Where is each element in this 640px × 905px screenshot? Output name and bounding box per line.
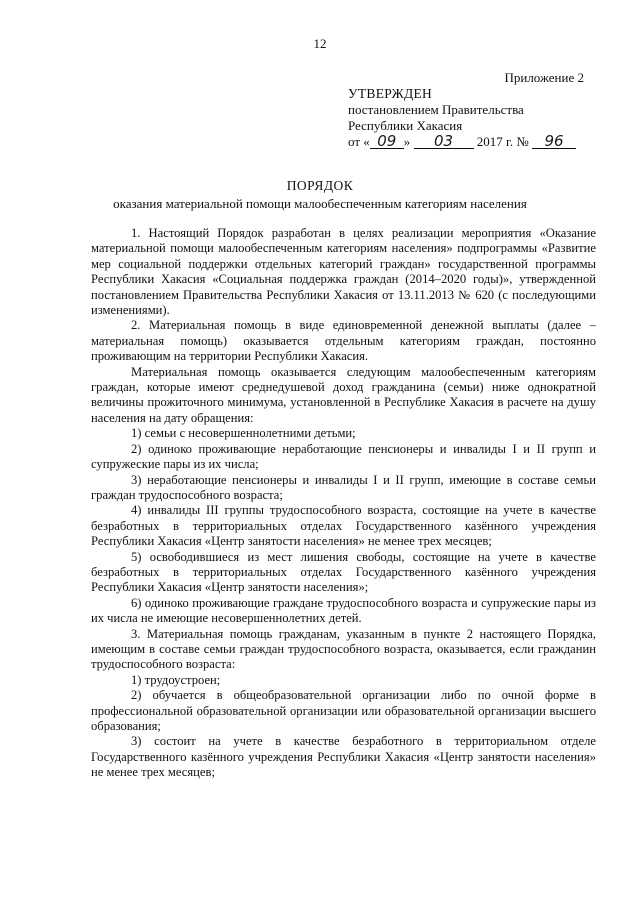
paragraph: 1) трудоустроен; [131,672,221,687]
paragraph: 3) неработающие пенсионеры и инвалиды I и II групп, имеющие в составе семьи граждан трудоспособного возраста; [91,472,596,502]
paragraph: 2) одиноко проживающие неработающие пенсионеры и инвалиды I и II групп и супружеские пары из их числа; [91,441,596,472]
paragraph: 5) освободившиеся из мест лишения свободы, состоящие на учете в качестве безработных в территориальных отделах Государственного казённого учреждения Республики Хакасия «Центр занятости населения»; [91,549,596,595]
page-number: 12 [313,36,327,51]
paragraph: 6) одиноко проживающие граждане трудоспособного возраста и супружеские пары из их числа не имеющие несовершеннолетних детей. [91,595,596,626]
appendix-label: Приложение 2 [504,70,584,85]
date-month: 03 [414,134,474,149]
approval-date-line [348,134,598,150]
approval-block [348,86,598,150]
paragraph: 4) инвалиды III группы трудоспособного возраста, состоящие на учете в качестве безработных в территориальных отделах Государственного казённого учреждения Республики Хакасия «Центр занятости населения» не менее трех месяцев; [91,503,596,549]
paragraph: 3. Материальная помощь гражданам, указанным в пункте 2 настоящего Порядка, имеющим в составе семьи граждан трудоспособного возраста, оказывается, если гражданин трудоспособного возраста: [91,626,596,672]
paragraph: Материальная помощь оказывается следующим малообеспеченным категориям граждан, которые имеют среднедушевой доход гражданина (семьи) ниже однократной величины прожиточного минимума, установленной в Республике Хакасия в расчете на душу населения на дату обращения: [91,364,596,425]
decree-number: 96 [532,134,576,149]
paragraph: 1) семьи с несовершеннолетними детьми; [131,426,356,441]
document-title: ПОРЯДОК [286,178,354,193]
date-day: 09 [370,134,404,149]
date-prefix: от « [348,134,370,149]
paragraph: 2. Материальная помощь в виде единовременной денежной выплаты (далее – материальная помощь) оказывается отдельным категориям граждан, постоянно проживающим на территории Республики Хакасия. [91,318,596,364]
date-year-number-label: 2017 г. № [476,134,529,149]
document-body [91,226,596,781]
approved-heading: УТВЕРЖДЕН [348,86,433,101]
approval-line-2: Республики Хакасия [348,118,463,133]
paragraph: 3) состоит на учете в качестве безработного в территориальном отделе Государственного казённого учреждения Республики Хакасия «Центр занятости населения» не менее трех месяцев; [91,734,596,780]
paragraph: 1. Настоящий Порядок разработан в целях реализации мероприятия «Оказание материальной помощи малообеспеченным категориям населения» подпрограммы «Развитие мер социальной поддержки отдельных категорий граждан» государственной программы Республики Хакасия «Социальная поддержка граждан (2014–2020 годы)», утвержденной постановлением Правительства Республики Хакасия от 13.11.2013 № 620 (с последующими изменениями). [91,226,596,318]
document-subtitle: оказания материальной помощи малообеспеченным категориям населения [113,196,527,211]
date-quote-close: » [403,134,411,149]
paragraph: 2) обучается в общеобразовательной организации либо по очной форме в профессиональной образовательной организации или образовательной организации высшего образования; [91,688,596,733]
approval-line-1: постановлением Правительства [348,102,524,117]
